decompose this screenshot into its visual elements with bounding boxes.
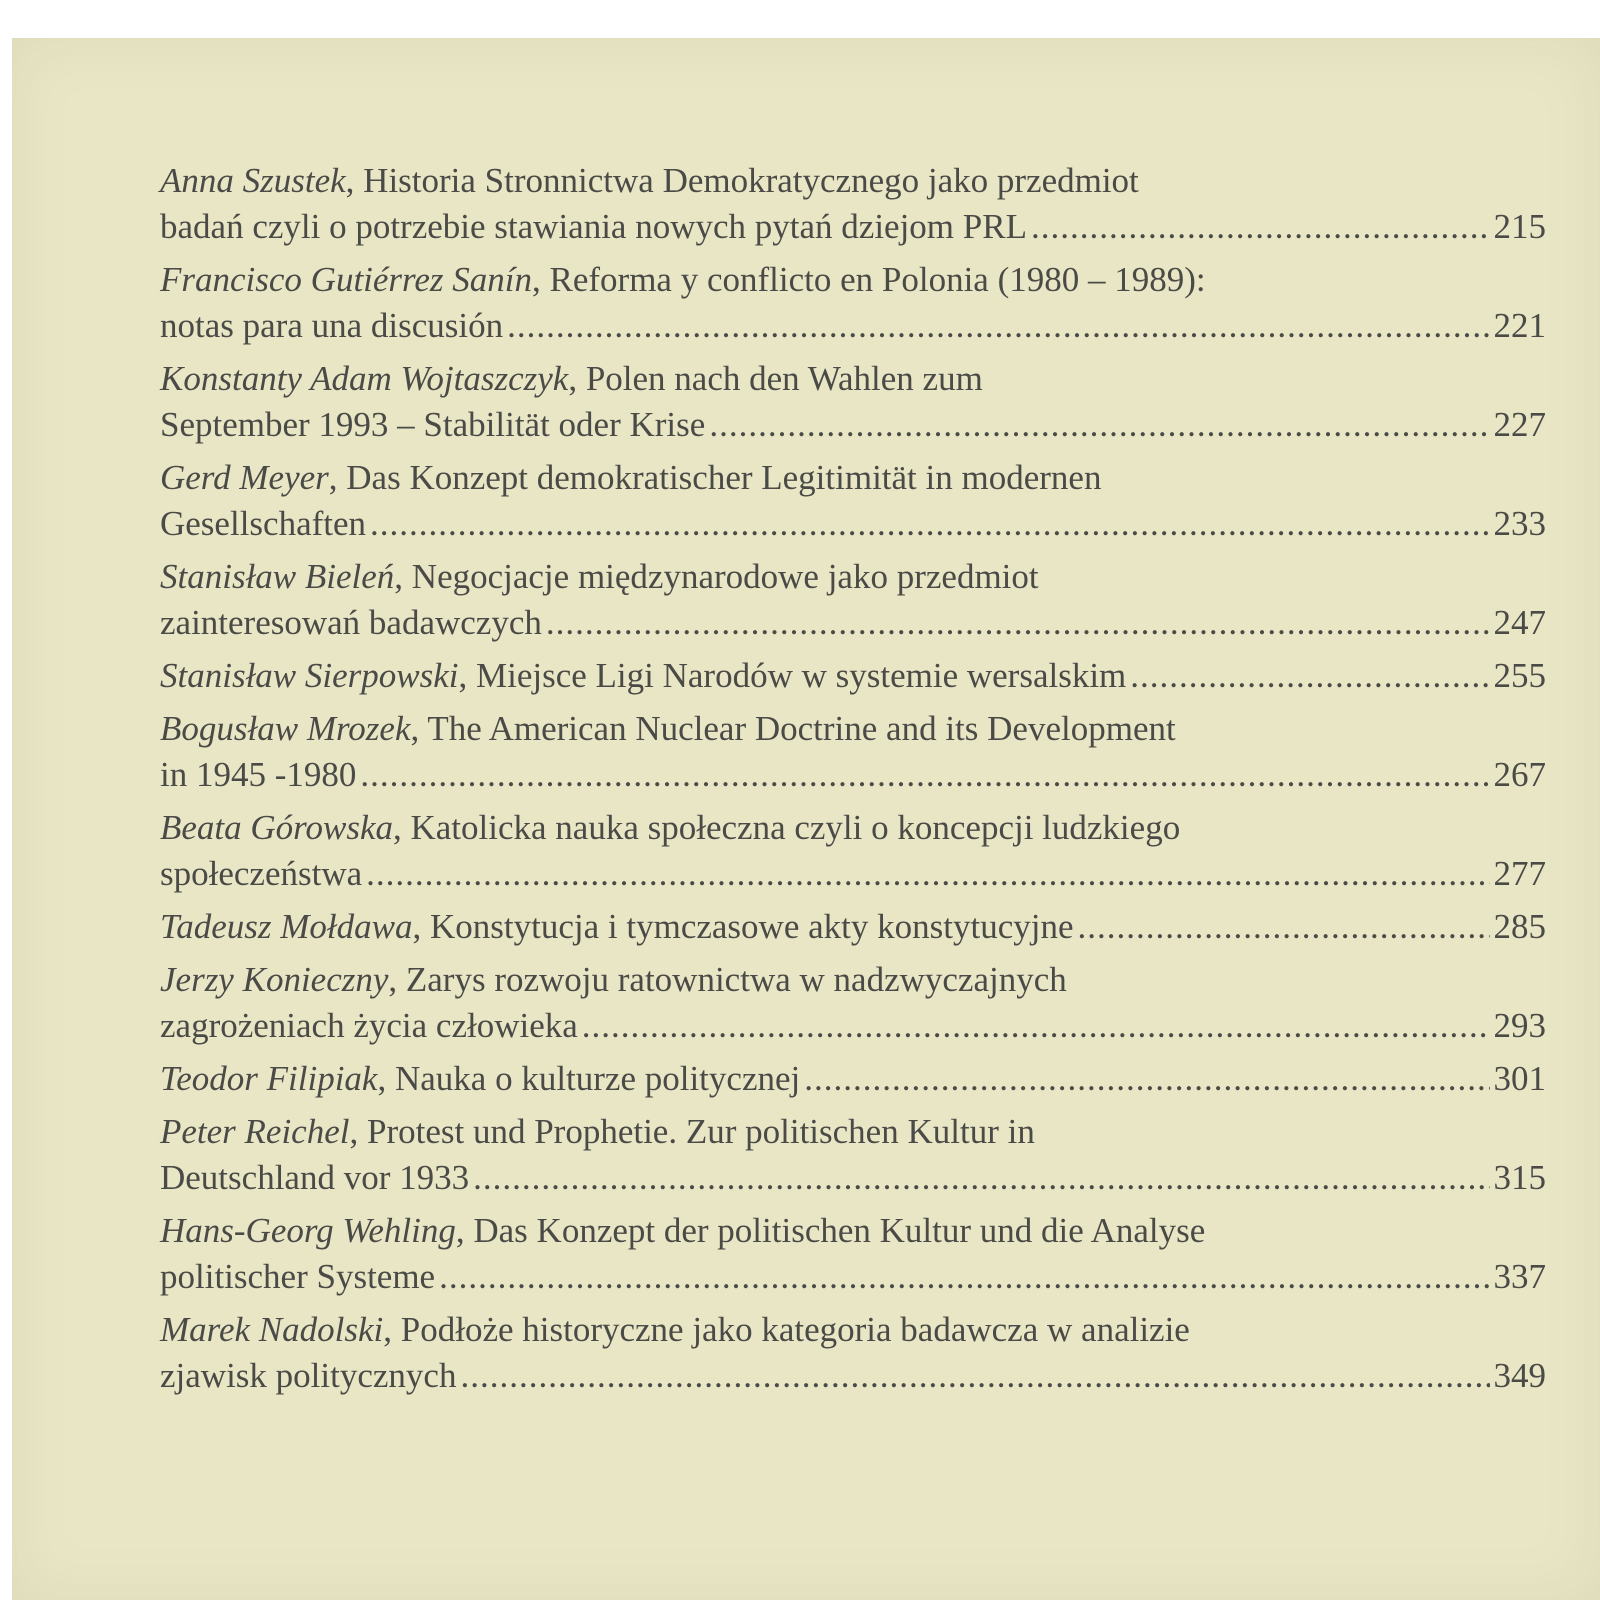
toc-author: Peter Reichel <box>160 1112 350 1151</box>
toc-page-number: 255 <box>1493 656 1546 695</box>
toc-entry-line1: Hans-Georg Wehling, Das Konzept der politischen Kultur und die Analyse <box>160 1211 1206 1250</box>
toc-title-cont: notas para una discusión <box>160 306 504 345</box>
toc-entry <box>160 1056 1546 1102</box>
toc-title: The American Nuclear Doctrine and its Development <box>427 709 1176 748</box>
toc-entry-line2 <box>160 1353 1546 1399</box>
toc-entry <box>160 257 1546 349</box>
toc-author: Anna Szustek <box>160 161 346 200</box>
toc-entry <box>160 1109 1546 1201</box>
toc-title: Historia Stronnictwa Demokratycznego jako przedmiot <box>363 161 1139 200</box>
toc-author: Jerzy Konieczny <box>160 960 389 999</box>
toc-page-number: 349 <box>1493 1356 1546 1395</box>
toc-title-cont: politischer Systeme <box>160 1257 436 1296</box>
book-page <box>12 38 1600 1600</box>
toc-page-number: 315 <box>1493 1158 1546 1197</box>
toc-entry-line: Stanisław Sierpowski, Miejsce Ligi Narodów w systemie wersalskim ..... 255 <box>160 653 1546 699</box>
toc-title-cont: Gesellschaften <box>160 504 367 543</box>
toc-entry-line2 <box>160 600 1546 646</box>
toc-title: Polen nach den Wahlen zum <box>585 359 983 398</box>
toc-entry <box>160 455 1546 547</box>
toc-entry-line2 <box>160 1003 1546 1049</box>
toc-page-number: 337 <box>1493 1257 1546 1296</box>
dot-leader <box>804 1056 1489 1102</box>
toc-author: Teodor Filipiak <box>160 1059 378 1098</box>
toc-entry-line2 <box>160 1155 1546 1201</box>
toc-entry <box>160 554 1546 646</box>
toc-title-cont: zjawisk politycznych <box>160 1356 457 1395</box>
dot-leader <box>582 1003 1490 1049</box>
toc-entry-line1: Jerzy Konieczny, Zarys rozwoju ratownictwa w nadzwyczajnych <box>160 960 1067 999</box>
toc-author: Francisco Gutiérrez Sanín <box>160 260 532 299</box>
dot-leader <box>439 1254 1489 1300</box>
toc-entry <box>160 805 1546 897</box>
toc-author: Beata Górowska <box>160 808 393 847</box>
toc-author: Konstanty Adam Wojtaszczyk <box>160 359 569 398</box>
toc-title: Katolicka nauka społeczna czyli o koncepcji ludzkiego <box>410 808 1181 847</box>
toc-entry <box>160 158 1546 250</box>
dot-leader <box>1031 204 1490 250</box>
toc-author: Gerd Meyer <box>160 458 329 497</box>
dot-leader <box>709 402 1489 448</box>
toc-author: Hans-Georg Wehling <box>160 1211 456 1250</box>
toc-entry-line1: Anna Szustek, Historia Stronnictwa Demokratycznego jako przedmiot <box>160 161 1139 200</box>
toc-entry <box>160 706 1546 798</box>
toc-entry-line2 <box>160 501 1546 547</box>
dot-leader <box>507 303 1489 349</box>
toc-title-cont: September 1993 – Stabilität oder Krise <box>160 405 706 444</box>
toc-title: Reforma y conflicto en Polonia (1980 – 1989): <box>549 260 1206 299</box>
toc-entry-line1: Beata Górowska, Katolicka nauka społeczna czyli o koncepcji ludzkiego <box>160 808 1181 847</box>
toc-title: Negocjacje międzynarodowe jako przedmiot <box>411 557 1039 596</box>
toc-page-number: 285 <box>1493 907 1546 946</box>
toc-page-number: 267 <box>1493 755 1546 794</box>
toc-author: Stanisław Sierpowski <box>160 656 459 695</box>
toc-page-number: 247 <box>1493 603 1546 642</box>
dot-leader <box>360 752 1489 798</box>
toc-author: Stanisław Bieleń <box>160 557 395 596</box>
toc-entry <box>160 356 1546 448</box>
dot-leader <box>1130 653 1489 699</box>
dot-leader <box>1077 904 1489 950</box>
toc-entry-line1: Marek Nadolski, Podłoże historyczne jako kategoria badawcza w analizie <box>160 1310 1190 1349</box>
dot-leader <box>460 1353 1489 1399</box>
toc-page-number: 221 <box>1493 306 1546 345</box>
toc-entry <box>160 653 1546 699</box>
toc-entry <box>160 957 1546 1049</box>
toc-entry <box>160 1307 1546 1399</box>
dot-leader <box>370 501 1489 547</box>
toc-page-number: 277 <box>1493 854 1546 893</box>
toc-page-number: 301 <box>1493 1059 1546 1098</box>
toc-author: Bogusław Mrozek <box>160 709 411 748</box>
toc-entry-line1: Peter Reichel, Protest und Prophetie. Zur politischen Kultur in <box>160 1112 1035 1151</box>
toc-author: Tadeusz Mołdawa <box>160 907 413 946</box>
toc-entry-line2 <box>160 851 1546 897</box>
toc-title-cont: społeczeństwa <box>160 854 363 893</box>
toc-page-number: 233 <box>1493 504 1546 543</box>
dot-leader <box>366 851 1489 897</box>
toc-title: Miejsce Ligi Narodów w systemie wersalskim <box>476 656 1127 695</box>
toc-title: Das Konzept der politischen Kultur und die Analyse <box>473 1211 1206 1250</box>
dot-leader <box>546 600 1490 646</box>
toc-entry <box>160 904 1546 950</box>
toc-entry-line1: Gerd Meyer, Das Konzept demokratischer Legitimität in modernen <box>160 458 1102 497</box>
toc-title: Podłoże historyczne jako kategoria badawcza w analizie <box>400 1310 1190 1349</box>
toc-title-cont: in 1945 -1980 <box>160 755 357 794</box>
toc-entry-line2 <box>160 752 1546 798</box>
toc-page-number: 293 <box>1493 1006 1546 1045</box>
table-of-contents <box>160 158 1546 1406</box>
toc-entry-line1: Stanisław Bieleń, Negocjacje międzynarodowe jako przedmiot <box>160 557 1039 596</box>
toc-entry-line1: Konstanty Adam Wojtaszczyk, Polen nach den Wahlen zum <box>160 359 983 398</box>
toc-title: Protest und Prophetie. Zur politischen Kultur in <box>366 1112 1035 1151</box>
toc-title: Zarys rozwoju ratownictwa w nadzwyczajnych <box>405 960 1067 999</box>
toc-author: Marek Nadolski <box>160 1310 384 1349</box>
toc-entry <box>160 1208 1546 1300</box>
toc-entry-line2 <box>160 204 1546 250</box>
toc-entry-line2 <box>160 1254 1546 1300</box>
toc-title-cont: zainteresowań badawczych <box>160 603 542 642</box>
toc-title-cont: zagrożeniach życia człowieka <box>160 1006 578 1045</box>
toc-title: Konstytucja i tymczasowe akty konstytucyjne <box>430 907 1074 946</box>
toc-title: Nauka o kulturze politycznej <box>394 1059 801 1098</box>
toc-page-number: 227 <box>1493 405 1546 444</box>
toc-title: Das Konzept demokratischer Legitimität in modernen <box>346 458 1102 497</box>
toc-entry-line: Tadeusz Mołdawa, Konstytucja i tymczasowe akty konstytucyjne ..... 285 <box>160 904 1546 950</box>
toc-entry-line: Teodor Filipiak, Nauka o kulturze politycznej ..... 301 <box>160 1056 1546 1102</box>
toc-title-cont: badań czyli o potrzebie stawiania nowych pytań dziejom PRL <box>160 207 1027 246</box>
toc-entry-line1: Francisco Gutiérrez Sanín, Reforma y conflicto en Polonia (1980 – 1989): <box>160 260 1206 299</box>
toc-entry-line1: Bogusław Mrozek, The American Nuclear Doctrine and its Development <box>160 709 1176 748</box>
toc-title-cont: Deutschland vor 1933 <box>160 1158 470 1197</box>
toc-page-number: 215 <box>1493 207 1546 246</box>
toc-entry-line2 <box>160 303 1546 349</box>
toc-entry-line2 <box>160 402 1546 448</box>
dot-leader <box>473 1155 1489 1201</box>
